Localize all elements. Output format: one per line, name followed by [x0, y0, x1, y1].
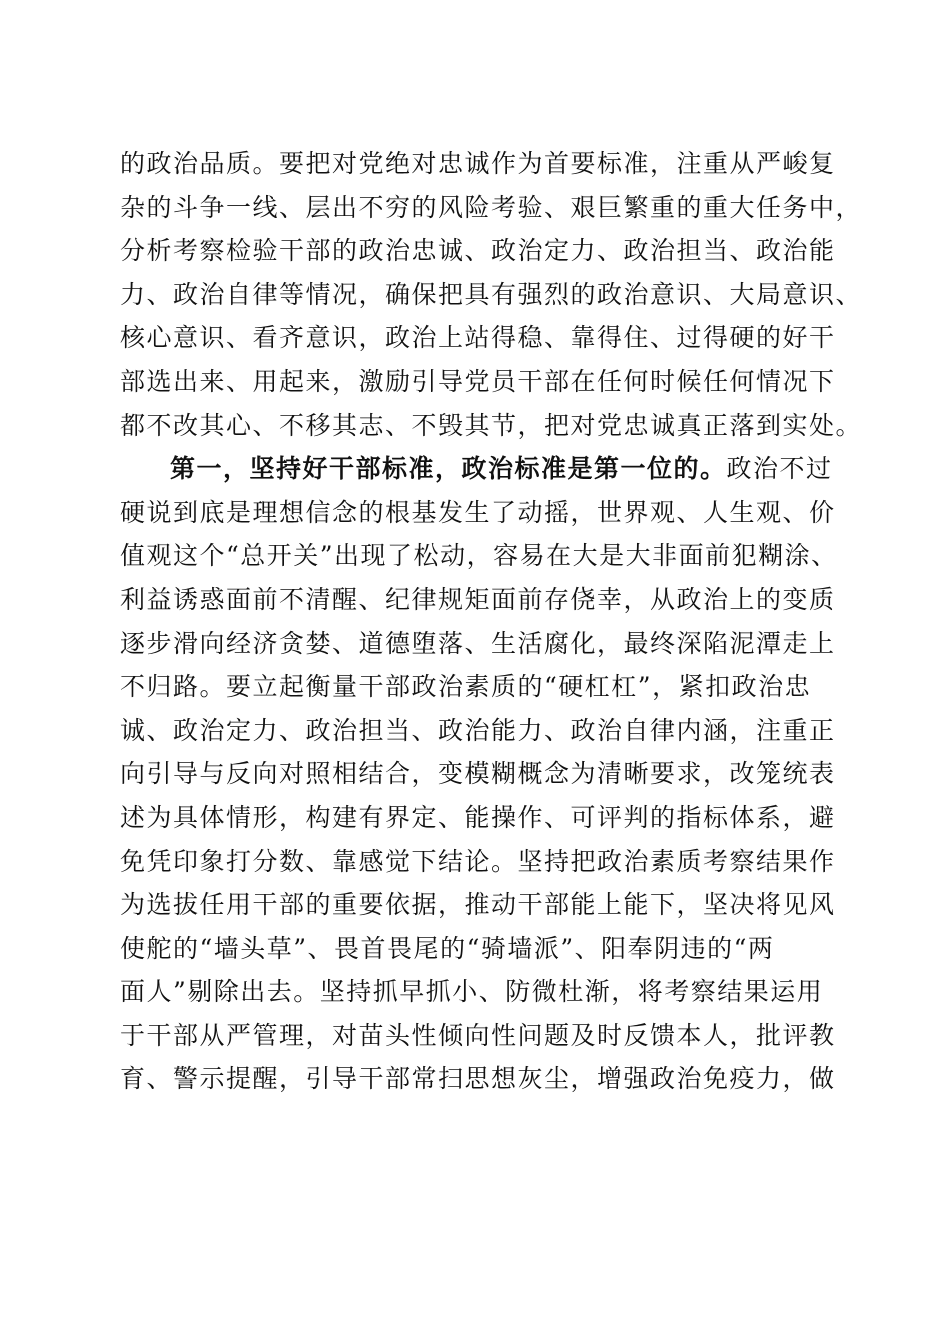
text-line-1: 的政治品质。要把对党绝对忠诚作为首要标准，注重从严峻复 — [120, 149, 836, 178]
text-line-2: 杂的斗争一线、层出不穷的风险考验、艰巨繁重的重大任务中， — [120, 192, 863, 222]
text-line-6: 部选出来、用起来，激励引导党员干部在任何时候任何情况下 — [120, 366, 836, 396]
section-heading: 第一，坚持好干部标准，政治标准是第一位的。 — [170, 454, 727, 484]
text-line-4: 力、政治自律等情况，确保把具有强烈的政治意识、大局意识、 — [120, 279, 863, 309]
section-line-10: 为选拔任用干部的重要依据，推动干部能上能下，坚决将见风 — [120, 890, 836, 920]
section-line-3: 利益诱惑面前不清醒、纪律规矩面前存侥幸，从政治上的变质 — [120, 584, 836, 614]
text-line-3: 分析考察检验干部的政治忠诚、政治定力、政治担当、政治能 — [120, 236, 836, 266]
text-line-7: 都不改其心、不移其志、不毁其节，把对党忠诚真正落到实处。 — [120, 410, 863, 440]
section-line-1: 硬说到底是理想信念的根基发生了动摇，世界观、人生观、价 — [120, 497, 836, 527]
section-line-14: 育、警示提醒，引导干部常扫思想灰尘，增强政治免疫力，做 — [120, 1064, 836, 1094]
section-line-2: 值观这个“总开关”出现了松动，容易在大是大非面前犯糊涂、 — [120, 541, 838, 571]
section-line-4: 逐步滑向经济贪婪、道德堕落、生活腐化，最终深陷泥潭走上 — [120, 628, 836, 658]
section-line-6: 诚、政治定力、政治担当、政治能力、政治自律内涵，注重正 — [120, 715, 836, 745]
section-heading-line — [120, 447, 840, 491]
section-line-9: 免凭印象打分数、靠感觉下结论。坚持把政治素质考察结果作 — [120, 846, 836, 876]
section-line-11: 使舵的“墙头草”、畏首畏尾的“骑墙派”、阳奉阴违的“两 — [120, 933, 775, 963]
section-line-7: 向引导与反向对照相结合，变模糊概念为清晰要求，改笼统表 — [120, 759, 836, 789]
section-line-8: 述为具体情形，构建有界定、能操作、可评判的指标体系，避 — [120, 802, 836, 832]
section-line-5: 不归路。要立起衡量干部政治素质的“硬杠杠”，紧扣政治忠 — [120, 672, 812, 702]
body-text — [120, 142, 863, 1101]
section-line-12: 面人”剔除出去。坚持抓早抓小、防微杜渐，将考察结果运用 — [120, 977, 824, 1007]
section-heading-tail: 政治不过 — [726, 454, 833, 484]
text-line-5: 核心意识、看齐意识，政治上站得稳、靠得住、过得硬的好干 — [120, 323, 836, 353]
section-line-13: 于干部从严管理，对苗头性倾向性问题及时反馈本人，批评教 — [120, 1020, 836, 1050]
